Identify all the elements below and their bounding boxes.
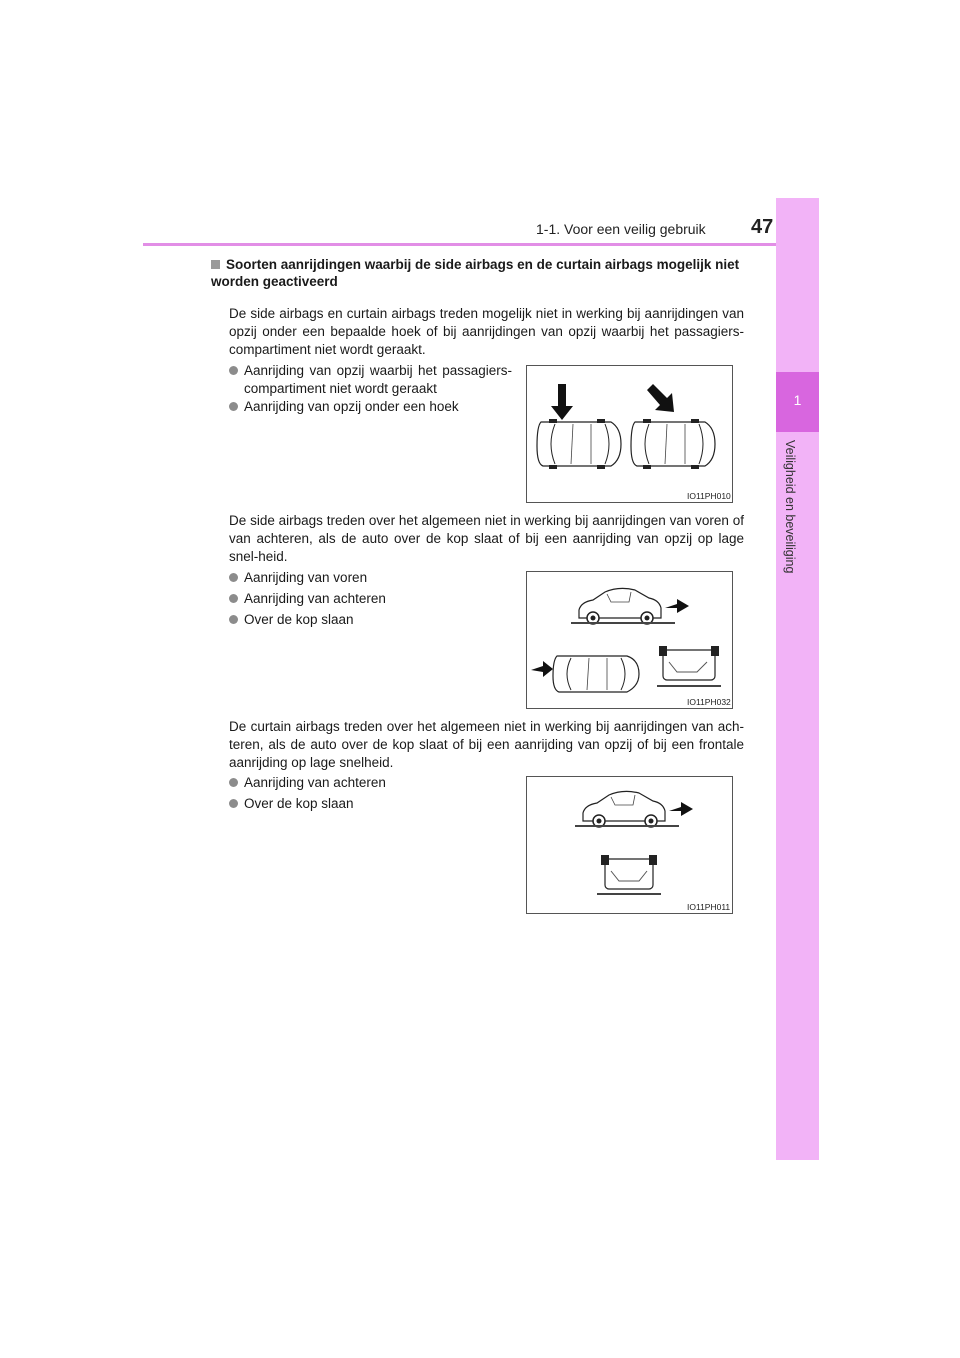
block1-bullet-2-text: Aanrijding van opzij onder een hoek [244,399,459,414]
header-rule [143,243,819,246]
block1-bullet-1 [229,362,512,398]
front-rear-rollover-illustration [527,572,732,708]
chapter-side-tab [776,198,819,1160]
section-title [211,256,751,290]
figure-code: IO11PH011 [687,902,731,912]
bullet-dot-icon [229,594,238,603]
block3-bullet-2-text: Over de kop slaan [244,796,354,811]
impact-arrow-icon [531,661,553,677]
header-section-title: 1-1. Voor een veilig gebruik [536,221,706,237]
bullet-dot-icon [229,778,238,787]
block2-paragraph: De side airbags treden over het algemeen niet in werking bij aanrijdingen van voren of van achteren, als de auto over de kop slaat of bij een aanrijding van opzij op lage snel-heid. [229,513,744,564]
block1-bullet-2 [229,398,459,416]
bullet-dot-icon [229,799,238,808]
figure-rear-rollover [526,776,733,914]
car-rollover-icon [657,646,721,687]
block2-bullet-3 [229,611,354,629]
car-top-view-icon [537,419,621,469]
figure-front-rear-rollover [526,571,733,709]
block3-bullet-1 [229,774,386,792]
block3-paragraph: De curtain airbags treden over het algemeen niet in werking bij aanrijdingen van ach-teren, als de auto over de kop slaat of bij een aanrijding van opzij of bij een frontale aanrijding op lage snelheid. [229,719,744,770]
block2-bullet-2-text: Aanrijding van achteren [244,591,386,606]
block3-bullet-1-text: Aanrijding van achteren [244,775,386,790]
car-top-view-icon [553,656,639,692]
figure-side-impact [526,365,733,503]
block1-bullet-1-line2: compartiment niet wordt geraakt [244,381,437,396]
block2-bullet-1-text: Aanrijding van voren [244,570,368,585]
block1-paragraph: De side airbags en curtain airbags treden mogelijk niet in werking bij aanrijdingen van opzij onder een bepaalde hoek of bij aanrijdingen van opzij waarbij het passagiers-compartiment niet wordt geraakt. [229,306,744,357]
impact-arrow-icon [665,599,689,613]
car-side-view-icon [571,588,675,624]
rear-rollover-illustration [527,777,732,913]
figure-code: IO11PH010 [687,491,731,501]
car-rollover-icon [597,855,661,895]
bullet-dot-icon [229,615,238,624]
bullet-dot-icon [229,573,238,582]
side-impact-illustration [527,366,732,502]
page-number: 47 [751,216,774,238]
block2-bullet-3-text: Over de kop slaan [244,612,354,627]
block2-bullet-2 [229,590,386,608]
section-title-line2: worden geactiveerd [211,274,338,289]
impact-arrow-icon [669,802,693,816]
bullet-dot-icon [229,366,238,375]
figure-code: IO11PH032 [687,697,731,707]
bullet-dot-icon [229,402,238,411]
section-title-line1: Soorten aanrijdingen waarbij de side airbags en de curtain airbags mogelijk niet [226,257,740,272]
block1-bullet-1-line1: Aanrijding van opzij waarbij het passagiers- [244,363,512,378]
chapter-label: Veiligheid en beveiliging [783,440,797,574]
impact-arrow-icon [551,384,573,420]
car-top-view-icon [631,419,715,469]
block3-bullet-2 [229,795,354,813]
section-square-icon [211,260,220,269]
block2-bullet-1 [229,569,367,587]
chapter-number: 1 [793,392,802,408]
impact-arrow-diagonal-icon [647,384,674,412]
car-side-view-icon [575,791,679,827]
